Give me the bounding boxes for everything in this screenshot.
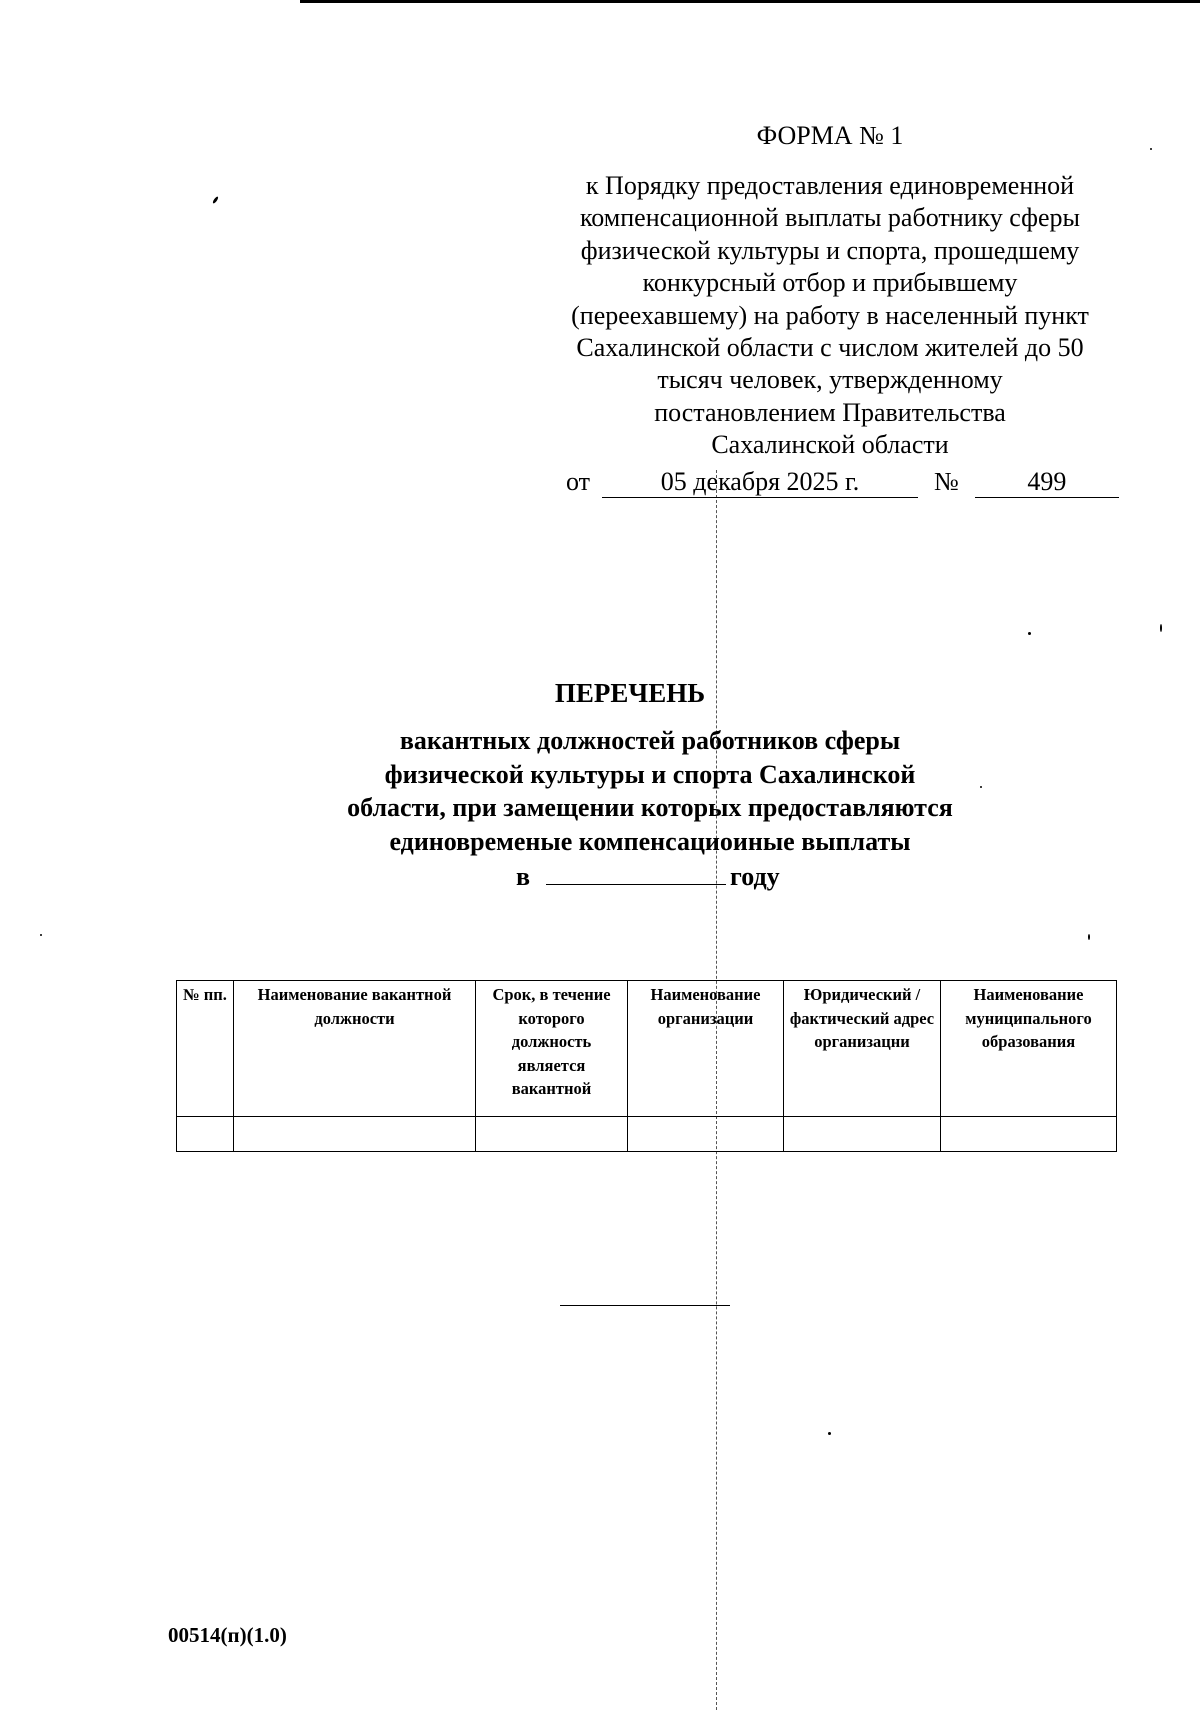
table-cell[interactable]: [628, 1117, 784, 1152]
year-blank-field[interactable]: [546, 860, 726, 885]
scan-speck: [1028, 632, 1031, 635]
subtitle-line: вакантных должностей работников сферы: [399, 726, 901, 755]
table-cell[interactable]: [784, 1117, 941, 1152]
decree-number: 499: [975, 467, 1119, 498]
annex-line: компенсационной выплаты работнику сферы: [579, 203, 1081, 233]
annex-line: постановлением Правительства: [654, 397, 1006, 427]
document-subtitle: [300, 724, 1000, 858]
table-header-row: [177, 981, 1117, 1117]
decree-date: 05 декабря 2025 г.: [602, 467, 918, 498]
year-prefix: в: [516, 862, 531, 891]
document-code: 00514(п)(1.0): [168, 1623, 287, 1647]
scan-speck: [1088, 934, 1090, 940]
col-header-organization: Наименование организации: [628, 981, 784, 1117]
scan-edge-line: [300, 0, 1200, 3]
col-header-municipality: Наименование муниципального образования: [941, 981, 1117, 1117]
subtitle-line: области, при замещении которых предоставляются: [347, 793, 953, 822]
year-row: [516, 860, 780, 893]
scan-speck: [40, 934, 42, 936]
annex-line: физической культуры и спорта, прошедшему: [580, 235, 1080, 265]
scan-speck: [828, 1432, 831, 1435]
annex-line: к Порядку предоставления единовременной: [585, 171, 1075, 200]
scan-speck: [1160, 624, 1162, 632]
form-number: ФОРМА № 1: [756, 121, 904, 150]
annex-line: Сахалинской области с числом жителей до 50: [576, 333, 1084, 363]
table-row: [177, 1117, 1117, 1152]
scan-speck: [1150, 148, 1152, 150]
document-title: ПЕРЕЧЕНЬ: [554, 678, 706, 708]
table-cell[interactable]: [941, 1117, 1117, 1152]
subtitle-line: единовременые компенсациоиные выплаты: [389, 826, 911, 856]
col-header-vacancy-period: Срок, в течение которого должность является вакантной: [476, 981, 628, 1117]
end-separator-line: [560, 1305, 730, 1306]
subtitle-line: физической культуры и спорта Сахалинской: [384, 759, 916, 789]
decree-date-row: [566, 466, 1119, 498]
table-cell[interactable]: [177, 1117, 234, 1152]
col-header-position: Наименование вакантной должности: [234, 981, 476, 1117]
col-header-number: № пп.: [177, 981, 234, 1117]
annex-line: тысяч человек, утвержденному: [657, 365, 1003, 395]
annex-line: Сахалинской области: [711, 430, 949, 460]
annex-line: (переехавшему) на работу в населенный пункт: [571, 300, 1089, 330]
annex-line: конкурсный отбор и прибывшему: [642, 268, 1018, 298]
vacancies-table: [176, 980, 1117, 1152]
col-header-address: Юридический / фактический адрес организацни: [784, 981, 941, 1117]
table-cell[interactable]: [476, 1117, 628, 1152]
table-cell[interactable]: [234, 1117, 476, 1152]
number-sign: №: [934, 467, 959, 496]
year-suffix: году: [730, 862, 780, 891]
date-prefix: от: [566, 467, 591, 496]
annex-reference: [540, 170, 1120, 462]
scan-speck: [212, 196, 219, 204]
